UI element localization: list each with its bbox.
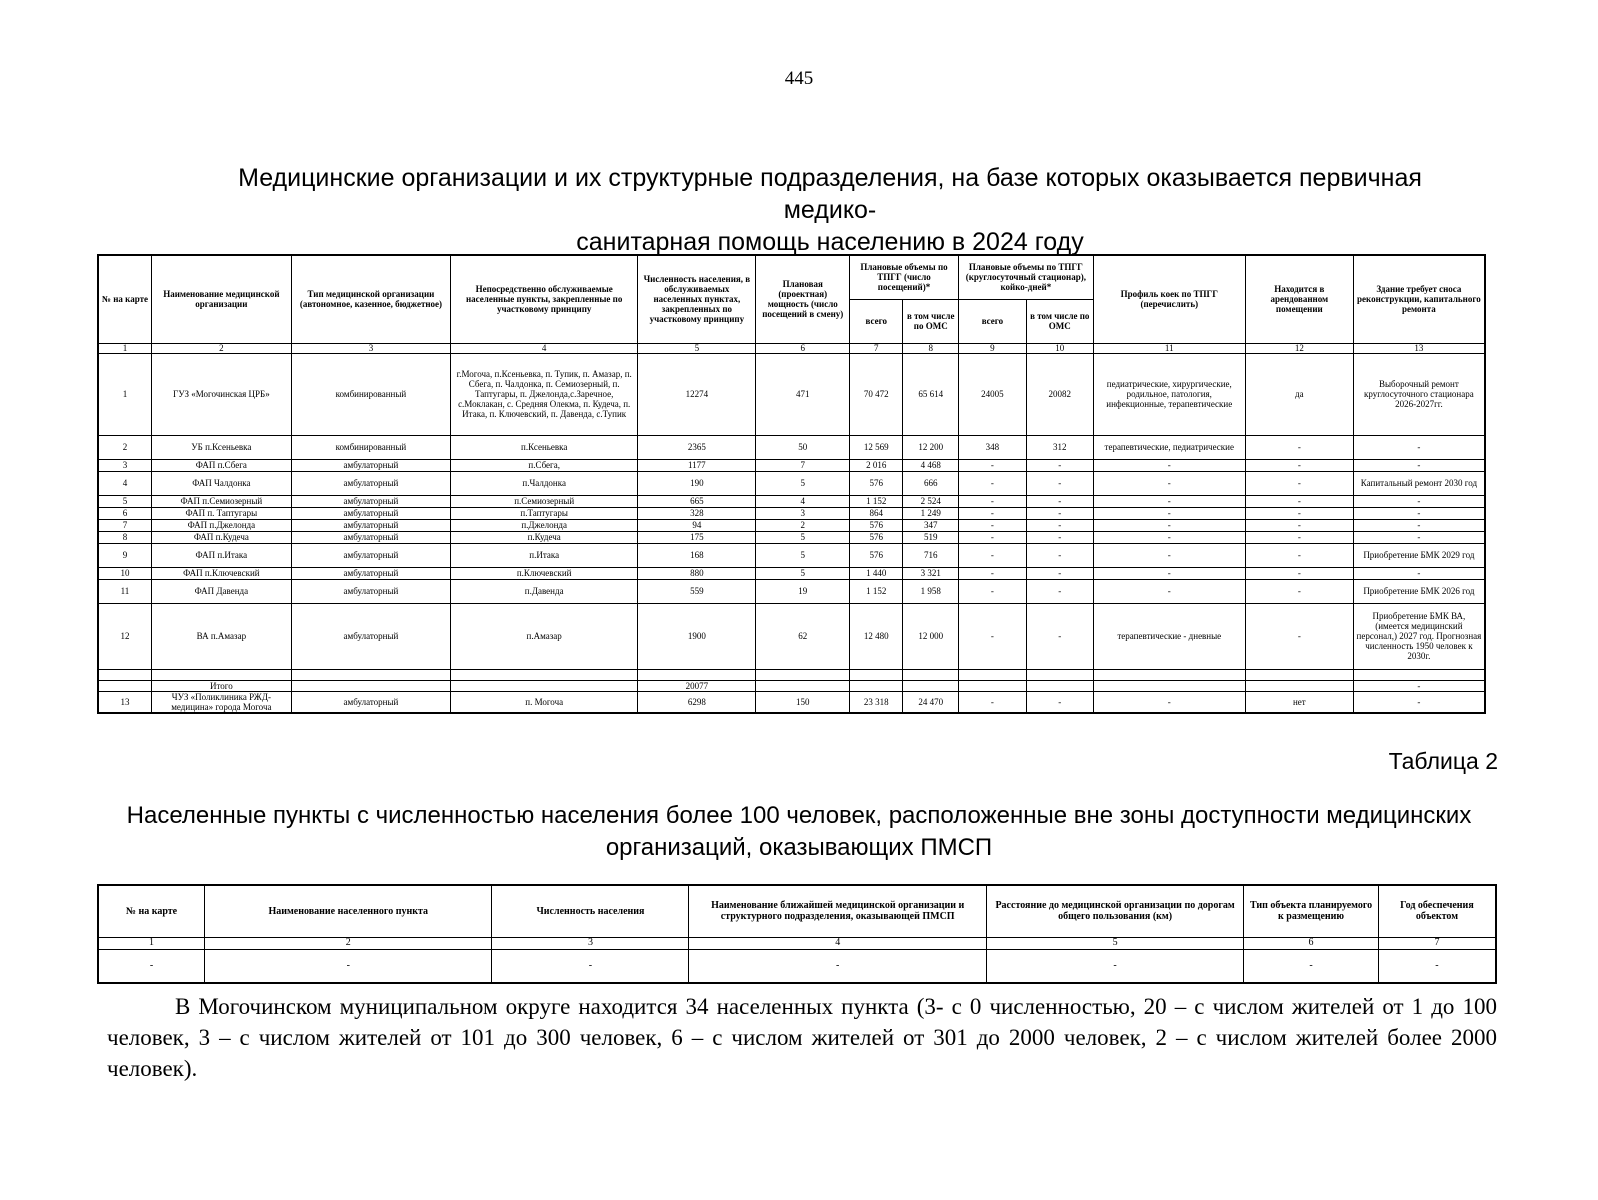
table-cell: - (1245, 471, 1353, 495)
table-cell: п.Джелонда (451, 519, 638, 531)
table-cell: - (1353, 567, 1485, 579)
table-cell: - (1353, 519, 1485, 531)
table-cell (1026, 669, 1093, 680)
table-cell (850, 680, 903, 691)
table-cell: - (1093, 567, 1245, 579)
table-cell: 13 (98, 691, 151, 713)
table2-cell: - (986, 949, 1243, 983)
table-cell: - (1026, 603, 1093, 669)
table2-title-line2: организаций, оказывающих ПМСП (605, 834, 993, 861)
table-cell: 20077 (638, 680, 756, 691)
column-number-cell: 12 (1245, 343, 1353, 353)
table-cell: 12 480 (850, 603, 903, 669)
header-visits-total: всего (850, 299, 903, 343)
column-number-cell: 7 (850, 343, 903, 353)
table-cell: 576 (850, 519, 903, 531)
table-cell (151, 669, 291, 680)
table-cell: 6298 (638, 691, 756, 713)
table-cell: Выборочный ремонт круглосуточного стационара 2026-2027гг. (1353, 353, 1485, 435)
header-org-type: Тип медицинской организации (автономное, казенное, бюджетное) (291, 255, 450, 343)
table-cell: 2 (98, 435, 151, 459)
column-number-cell: 3 (492, 937, 689, 949)
table-cell: 3 (756, 507, 850, 519)
table-cell: 12 569 (850, 435, 903, 459)
table-cell (903, 669, 959, 680)
table-cell: - (1353, 507, 1485, 519)
table-cell: 576 (850, 531, 903, 543)
medical-organizations-table (97, 254, 1486, 714)
table-cell (451, 680, 638, 691)
table-cell (1245, 680, 1353, 691)
table-cell: - (1245, 459, 1353, 471)
table-cell: 348 (959, 435, 1027, 459)
table-cell: 175 (638, 531, 756, 543)
table-row (98, 507, 1485, 519)
table1-title (190, 162, 1470, 258)
table-cell: - (1093, 471, 1245, 495)
table-cell: 20082 (1026, 353, 1093, 435)
column-number-cell: 6 (1244, 937, 1379, 949)
table-cell: - (1245, 495, 1353, 507)
table-cell: 519 (903, 531, 959, 543)
header-visits-plan: Плановые объемы по ТПГГ (число посещений)* (850, 255, 959, 299)
table-cell: 665 (638, 495, 756, 507)
table-cell (959, 680, 1027, 691)
table-cell: - (959, 471, 1027, 495)
table-cell: - (1093, 495, 1245, 507)
header-capacity: Плановая (проектная) мощность (число посещений в смену) (756, 255, 850, 343)
table-cell (959, 669, 1027, 680)
table-cell: ФАП п. Таптугары (151, 507, 291, 519)
table-cell: 576 (850, 471, 903, 495)
column-number-cell: 7 (1378, 937, 1496, 949)
table-cell: п.Таптугары (451, 507, 638, 519)
table-cell: 6 (98, 507, 151, 519)
table-cell: п. Могоча (451, 691, 638, 713)
table-cell: ФАП п.Семиозерный (151, 495, 291, 507)
table2-header-cell: Расстояние до медицинской организации по дорогам общего пользования (км) (986, 885, 1243, 937)
table-cell: - (1026, 543, 1093, 567)
column-number-cell: 10 (1026, 343, 1093, 353)
table-cell: 50 (756, 435, 850, 459)
table-cell: 12 200 (903, 435, 959, 459)
table-cell: п.Итака (451, 543, 638, 567)
table-cell: 1900 (638, 603, 756, 669)
table-cell: ФАП п.Итака (151, 543, 291, 567)
column-number-cell: 9 (959, 343, 1027, 353)
table-cell: 559 (638, 579, 756, 603)
table-cell (903, 680, 959, 691)
table-cell (756, 680, 850, 691)
table-cell: 94 (638, 519, 756, 531)
column-number-cell: 3 (291, 343, 450, 353)
table2-cell: - (98, 949, 205, 983)
table-row (98, 567, 1485, 579)
table-cell: - (959, 519, 1027, 531)
table1-title-line1: Медицинские организации и их структурные подразделения, на базе которых оказывается первичная медико- (238, 164, 1422, 224)
table-cell: амбулаторный (291, 603, 450, 669)
table-cell: амбулаторный (291, 459, 450, 471)
table-cell: - (1245, 579, 1353, 603)
table-row (98, 519, 1485, 531)
table-row (98, 353, 1485, 435)
table-cell: амбулаторный (291, 519, 450, 531)
column-number-cell: 4 (689, 937, 986, 949)
table-cell: 576 (850, 543, 903, 567)
column-number-cell: 5 (986, 937, 1243, 949)
table-cell: 7 (756, 459, 850, 471)
table-cell: - (959, 531, 1027, 543)
table-cell: - (1093, 543, 1245, 567)
table-cell: 11 (98, 579, 151, 603)
table-cell: - (959, 691, 1027, 713)
table2-cell: - (205, 949, 492, 983)
header-rented: Находится в арендованном помещении (1245, 255, 1353, 343)
table-cell: - (1093, 531, 1245, 543)
table-cell: п.Давенда (451, 579, 638, 603)
table-cell (1245, 669, 1353, 680)
table-cell: 1177 (638, 459, 756, 471)
column-number-row (98, 343, 1485, 353)
table-cell: 4 468 (903, 459, 959, 471)
table-cell: 150 (756, 691, 850, 713)
table-cell: - (1026, 579, 1093, 603)
table-row (98, 680, 1485, 691)
table-cell: 471 (756, 353, 850, 435)
table-cell: - (1026, 495, 1093, 507)
table-cell (98, 669, 151, 680)
header-beddays-oms: в том числе по ОМС (1026, 299, 1093, 343)
table-cell: 328 (638, 507, 756, 519)
table-cell: - (1245, 507, 1353, 519)
table-row (98, 459, 1485, 471)
table-cell: 1 152 (850, 579, 903, 603)
table-cell: да (1245, 353, 1353, 435)
table-cell: - (1245, 519, 1353, 531)
table-cell: 12 (98, 603, 151, 669)
table-cell: амбулаторный (291, 543, 450, 567)
table-cell: 666 (903, 471, 959, 495)
table-row (98, 579, 1485, 603)
table-cell (850, 669, 903, 680)
table2-label: Таблица 2 (1388, 748, 1498, 774)
table-cell: ВА п.Амазар (151, 603, 291, 669)
header-beddays-total: всего (959, 299, 1027, 343)
table-cell: - (1026, 531, 1093, 543)
table-cell: - (1353, 680, 1485, 691)
table-cell: 62 (756, 603, 850, 669)
table-cell: - (1093, 691, 1245, 713)
table-cell: 10 (98, 567, 151, 579)
table-cell: 65 614 (903, 353, 959, 435)
table-cell: ФАП Давенда (151, 579, 291, 603)
table-cell: - (959, 507, 1027, 519)
table-cell: - (959, 567, 1027, 579)
table-cell: 4 (98, 471, 151, 495)
table-cell: 12 000 (903, 603, 959, 669)
table-cell: 168 (638, 543, 756, 567)
table-cell: ФАП Чалдонка (151, 471, 291, 495)
table-cell: комбинированный (291, 353, 450, 435)
table-cell: 5 (98, 495, 151, 507)
table2-cell: - (492, 949, 689, 983)
column-number-cell: 13 (1353, 343, 1485, 353)
table2-header-cell: Наименование населенного пункта (205, 885, 492, 937)
table-cell: 4 (756, 495, 850, 507)
column-number-cell: 1 (98, 937, 205, 949)
table-row (98, 531, 1485, 543)
table-cell: - (1353, 495, 1485, 507)
table-cell: 19 (756, 579, 850, 603)
table-cell: - (1245, 543, 1353, 567)
table-cell: 2 524 (903, 495, 959, 507)
table-cell: - (1026, 691, 1093, 713)
table-cell: - (1026, 519, 1093, 531)
table-cell: - (1026, 567, 1093, 579)
table-cell: амбулаторный (291, 579, 450, 603)
table-cell: - (1353, 691, 1485, 713)
table-cell (1353, 669, 1485, 680)
column-number-cell: 6 (756, 343, 850, 353)
table-cell: ФАП п.Сбега (151, 459, 291, 471)
table2-header-cell: Наименование ближайшей медицинской организации и структурного подразделения, оказывающей ПМСП (689, 885, 986, 937)
table-row (98, 495, 1485, 507)
table-cell: - (1245, 603, 1353, 669)
column-number-cell: 1 (98, 343, 151, 353)
table-cell: - (959, 495, 1027, 507)
table-cell: - (1353, 435, 1485, 459)
table-cell: 2 016 (850, 459, 903, 471)
table-cell: Капитальный ремонт 2030 год (1353, 471, 1485, 495)
table-cell: амбулаторный (291, 507, 450, 519)
header-beddays-plan: Плановые объемы по ТПГГ (круглосуточный стационар), койко-дней* (959, 255, 1094, 299)
table-cell: 2 (756, 519, 850, 531)
table-cell: 1 249 (903, 507, 959, 519)
table-cell: - (959, 603, 1027, 669)
table2-row (98, 949, 1496, 983)
table-cell: 1 152 (850, 495, 903, 507)
table2-header-cell: Численность населения (492, 885, 689, 937)
table-cell: Итого (151, 680, 291, 691)
table-cell: нет (1245, 691, 1353, 713)
table-cell: - (1093, 579, 1245, 603)
table-cell: Приобретение БМК ВА,(имеется медицинский персонал,) 2027 год. Прогнозная численность 1950 человек к 2030г. (1353, 603, 1485, 669)
table-cell: - (1026, 471, 1093, 495)
table-cell: терапевтические, педиатрические (1093, 435, 1245, 459)
table-cell: - (1093, 459, 1245, 471)
table-cell: 70 472 (850, 353, 903, 435)
table-row (98, 471, 1485, 495)
table-cell: комбинированный (291, 435, 450, 459)
table-cell: 864 (850, 507, 903, 519)
column-number-cell: 4 (451, 343, 638, 353)
table-cell: 7 (98, 519, 151, 531)
table-cell: - (959, 579, 1027, 603)
table-row (98, 669, 1485, 680)
table-cell: ФАП п.Джелонда (151, 519, 291, 531)
table-cell: 8 (98, 531, 151, 543)
table2-column-number-row (98, 937, 1496, 949)
table-cell: УБ п.Ксеньевка (151, 435, 291, 459)
table-cell (291, 669, 450, 680)
table2-cell: - (1244, 949, 1379, 983)
table-cell: 9 (98, 543, 151, 567)
table-cell: 1 958 (903, 579, 959, 603)
table-cell (291, 680, 450, 691)
table-cell: ЧУЗ «Поликлиника РЖД-медицина» города Могоча (151, 691, 291, 713)
table-cell: п.Кудеча (451, 531, 638, 543)
table-cell: амбулаторный (291, 567, 450, 579)
header-map-number: № на карте (98, 255, 151, 343)
table-cell: амбулаторный (291, 471, 450, 495)
header-served-localities: Непосредственно обслуживаемые населенные пункты, закрепленные по участковому принципу (451, 255, 638, 343)
table-cell: амбулаторный (291, 495, 450, 507)
column-number-cell: 8 (903, 343, 959, 353)
header-visits-oms: в том числе по ОМС (903, 299, 959, 343)
table-cell: 23 318 (850, 691, 903, 713)
table-cell: 2365 (638, 435, 756, 459)
table-cell (756, 669, 850, 680)
header-renovation: Здание требует сноса реконструкции, капитального ремонта (1353, 255, 1485, 343)
table-cell: 5 (756, 567, 850, 579)
table-cell: - (1353, 531, 1485, 543)
table2-header-cell: № на карте (98, 885, 205, 937)
table-cell: 1 (98, 353, 151, 435)
table-cell: терапевтические - дневные (1093, 603, 1245, 669)
table-cell: 1 440 (850, 567, 903, 579)
table1-title-line2: санитарная помощь населению в 2024 году (576, 228, 1084, 256)
table2-title (100, 800, 1498, 864)
table-cell: 5 (756, 471, 850, 495)
table-cell: ГУЗ «Могочинская ЦРБ» (151, 353, 291, 435)
table-cell: - (1353, 459, 1485, 471)
table-cell: п.Амазар (451, 603, 638, 669)
table-cell: - (959, 459, 1027, 471)
table-cell: г.Могоча, п.Ксеньевка, п. Тупик, п. Амазар, п. Сбега, п. Чалдонка, п. Семиозерный, п. Таптугары, п. Джелонда,с.Заречное, с.Моклакан, с. Средняя Олекма, п. Кудеча, п. Итака, п. Ключевский, п. Давенда, с.Тупик (451, 353, 638, 435)
column-number-cell: 5 (638, 343, 756, 353)
table-cell: амбулаторный (291, 691, 450, 713)
table-row (98, 603, 1485, 669)
table-cell: - (959, 543, 1027, 567)
table-cell: - (1026, 459, 1093, 471)
header-org-name: Наименование медицинской организации (151, 255, 291, 343)
table-cell: - (1245, 435, 1353, 459)
table-cell: 24 470 (903, 691, 959, 713)
localities-table (97, 884, 1497, 984)
table-cell: 5 (756, 543, 850, 567)
table2-cell: - (689, 949, 986, 983)
table-cell: Приобретение БМК 2026 год (1353, 579, 1485, 603)
table-cell (98, 680, 151, 691)
table-cell (1093, 680, 1245, 691)
table2-header-cell: Тип объекта планируемого к размещению (1244, 885, 1379, 937)
table-cell (638, 669, 756, 680)
table-cell: п.Сбега, (451, 459, 638, 471)
table-cell: 3 321 (903, 567, 959, 579)
table-cell: - (1026, 507, 1093, 519)
table-cell: 190 (638, 471, 756, 495)
summary-paragraph: В Могочинском муниципальном округе находится 34 населенных пункта (3- с 0 численностью, 20 – с числом жителей от 1 до 100 человек, 3 – с числом жителей от 101 до 300 человек, 6 – с числом жителей от 301 до 2000 человек, 2 – с числом жителей более 2000 человек). (107, 994, 1497, 1081)
table-cell: ФАП п.Кудеча (151, 531, 291, 543)
table-cell: 5 (756, 531, 850, 543)
column-number-cell: 2 (151, 343, 291, 353)
page-number: 445 (784, 68, 814, 89)
table-row (98, 543, 1485, 567)
column-number-cell: 2 (205, 937, 492, 949)
table-cell: 716 (903, 543, 959, 567)
header-population: Численность населения, в обслуживаемых населенных пунктах, закрепленных по участковому принципу (638, 255, 756, 343)
table-cell (1093, 669, 1245, 680)
table-cell: п.Семиозерный (451, 495, 638, 507)
table-row (98, 691, 1485, 713)
table-cell: 347 (903, 519, 959, 531)
table-cell: 12274 (638, 353, 756, 435)
table-cell (1026, 680, 1093, 691)
table2-title-line1: Населенные пункты с численностью населения более 100 человек, расположенные вне зоны доступности медицинских (126, 802, 1472, 829)
column-number-cell: 11 (1093, 343, 1245, 353)
table-cell: ФАП п.Ключевский (151, 567, 291, 579)
table-cell: 24005 (959, 353, 1027, 435)
table-cell: - (1093, 519, 1245, 531)
table-cell (451, 669, 638, 680)
table-cell: п.Ксеньевка (451, 435, 638, 459)
table-cell: 3 (98, 459, 151, 471)
table-row (98, 435, 1485, 459)
table-cell: - (1093, 507, 1245, 519)
table2-cell: - (1378, 949, 1496, 983)
table-cell: Приобретение БМК 2029 год (1353, 543, 1485, 567)
table-cell: п.Ключевский (451, 567, 638, 579)
table-cell: педиатрические, хирургические, родильное, патология, инфекционные, терапевтические (1093, 353, 1245, 435)
table-cell: амбулаторный (291, 531, 450, 543)
table-cell: 880 (638, 567, 756, 579)
table2-header-cell: Год обеспечения объектом (1378, 885, 1496, 937)
table-cell: 312 (1026, 435, 1093, 459)
table-cell: - (1245, 531, 1353, 543)
table-cell: п.Чалдонка (451, 471, 638, 495)
header-bed-profile: Профиль коек по ТПГГ (перечислить) (1093, 255, 1245, 343)
table-cell: - (1245, 567, 1353, 579)
